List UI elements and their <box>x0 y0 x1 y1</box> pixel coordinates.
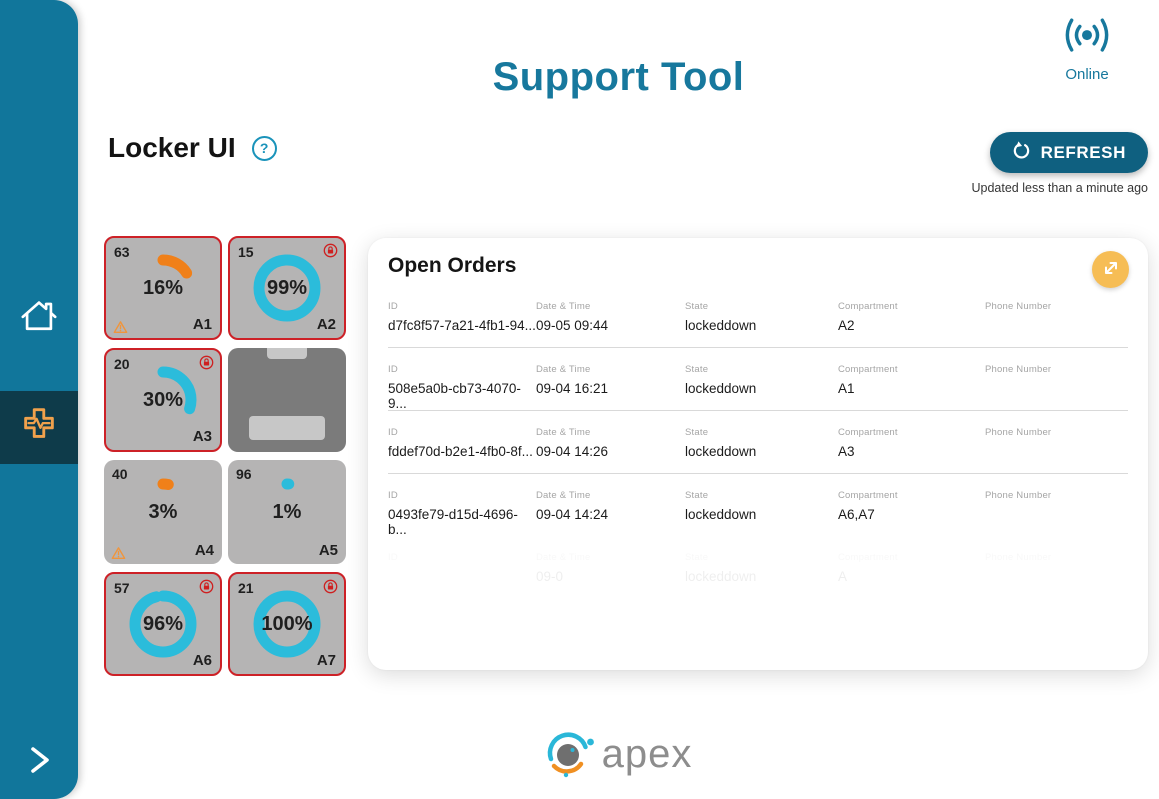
door-number: 15 <box>238 244 254 260</box>
compartment-label: A1 <box>192 316 212 333</box>
column-label-id: ID <box>388 301 398 312</box>
order-compartment: A1 <box>838 381 855 396</box>
door-number: 57 <box>114 580 130 596</box>
column-label-id: ID <box>388 427 398 438</box>
column-label-datetime: Date & Time <box>536 552 591 563</box>
column-label-id: ID <box>388 364 398 375</box>
locker-heading: Locker UI <box>108 132 236 163</box>
column-label-state: State <box>685 364 709 375</box>
locker-tile[interactable] <box>228 460 346 564</box>
fill-percent: 30% <box>142 388 184 411</box>
expand-icon <box>1102 259 1120 280</box>
sidebar-item-support[interactable] <box>0 391 78 464</box>
order-id: 508e5a0b-cb73-4070-9... <box>388 381 521 411</box>
home-icon <box>16 294 62 339</box>
sidebar-expand-button[interactable] <box>0 744 78 781</box>
sidebar-item-home[interactable] <box>0 294 78 339</box>
column-label-state: State <box>685 490 709 501</box>
column-label-id: ID <box>388 552 398 563</box>
refresh-icon <box>1012 141 1031 165</box>
column-label-state: State <box>685 552 709 563</box>
column-label-id: ID <box>388 490 398 501</box>
fill-percent: 100% <box>261 612 313 635</box>
brand-name: apex <box>601 732 693 776</box>
column-label-phone: Phone Number <box>985 301 1052 312</box>
help-icon[interactable]: ? <box>252 136 277 161</box>
order-row[interactable] <box>388 421 1128 474</box>
column-label-datetime: Date & Time <box>536 490 591 501</box>
warning-icon <box>113 320 128 334</box>
compartment-label: A5 <box>318 542 338 559</box>
compartment-label: A7 <box>316 652 336 669</box>
orders-rows <box>388 295 1128 608</box>
locker-tile[interactable] <box>104 460 222 564</box>
column-label-datetime: Date & Time <box>536 427 591 438</box>
connection-status <box>1025 14 1149 83</box>
order-row[interactable] <box>388 546 1128 598</box>
chevron-right-icon <box>24 744 54 781</box>
order-datetime: 09-05 09:44 <box>536 318 609 333</box>
order-state: lockeddown <box>685 381 757 396</box>
compartment-label: A4 <box>194 542 214 559</box>
refresh-button[interactable] <box>990 132 1148 173</box>
column-label-datetime: Date & Time <box>536 364 591 375</box>
order-compartment: A3 <box>838 444 855 459</box>
door-number: 96 <box>236 466 252 482</box>
order-id: d7fc8f57-7a21-4fb1-94... <box>388 318 536 333</box>
order-datetime: 09-04 14:24 <box>536 507 609 522</box>
refresh-label: REFRESH <box>1040 142 1126 162</box>
order-state: lockeddown <box>685 569 757 584</box>
order-row[interactable] <box>388 295 1128 348</box>
order-datetime: 09-04 16:21 <box>536 381 609 396</box>
sidebar <box>0 0 78 799</box>
column-label-compartment: Compartment <box>838 364 898 375</box>
orders-title: Open Orders <box>388 254 517 277</box>
order-compartment: A2 <box>838 318 855 333</box>
locker-screen-unit[interactable] <box>228 348 346 452</box>
open-orders-card <box>368 238 1148 670</box>
column-label-state: State <box>685 427 709 438</box>
footer <box>78 728 1159 785</box>
door-number: 20 <box>114 356 130 372</box>
order-id: fddef70d-b2e1-4fb0-8f... <box>388 444 533 459</box>
door-number: 63 <box>114 244 130 260</box>
column-label-datetime: Date & Time <box>536 301 591 312</box>
locker-tile[interactable] <box>228 572 346 676</box>
signal-icon <box>1060 47 1114 64</box>
order-row[interactable] <box>388 484 1128 536</box>
order-state: lockeddown <box>685 507 757 522</box>
order-state: lockeddown <box>685 318 757 333</box>
column-label-compartment: Compartment <box>838 490 898 501</box>
order-compartment: A <box>838 569 848 584</box>
locker-grid <box>104 236 346 676</box>
order-state: lockeddown <box>685 444 757 459</box>
order-datetime: 09-04 14:26 <box>536 444 609 459</box>
apex-logo-icon <box>545 728 597 785</box>
column-label-compartment: Compartment <box>838 301 898 312</box>
column-label-phone: Phone Number <box>985 490 1052 501</box>
compartment-label: A2 <box>316 316 336 333</box>
column-label-compartment: Compartment <box>838 552 898 563</box>
compartment-label: A3 <box>192 428 212 445</box>
status-label: Online <box>1065 66 1109 83</box>
compartment-label: A6 <box>192 652 212 669</box>
locker-tile[interactable] <box>228 236 346 340</box>
medical-cross-pulse-icon <box>16 404 62 451</box>
door-number: 21 <box>238 580 254 596</box>
locker-tile[interactable] <box>104 348 222 452</box>
fill-percent: 3% <box>148 500 178 523</box>
updated-status-text: Updated less than a minute ago <box>971 181 1148 195</box>
order-row[interactable] <box>388 358 1128 411</box>
column-label-state: State <box>685 301 709 312</box>
screen-notch <box>267 348 307 359</box>
column-label-phone: Phone Number <box>985 364 1052 375</box>
fill-percent: 1% <box>272 500 302 523</box>
warning-icon <box>111 546 126 560</box>
locker-tile[interactable] <box>104 572 222 676</box>
fill-percent: 16% <box>142 276 184 299</box>
order-compartment: A6,A7 <box>838 507 875 522</box>
screen-panel <box>249 416 325 440</box>
locker-section-header <box>108 132 277 164</box>
expand-orders-button[interactable] <box>1092 251 1129 288</box>
door-number: 40 <box>112 466 128 482</box>
page-title: Support Tool <box>492 54 745 99</box>
fill-percent: 96% <box>142 612 184 635</box>
locker-tile[interactable] <box>104 236 222 340</box>
fill-percent: 99% <box>266 276 308 299</box>
column-label-phone: Phone Number <box>985 552 1052 563</box>
column-label-phone: Phone Number <box>985 427 1052 438</box>
order-id: 0493fe79-d15d-4696-b... <box>388 507 518 537</box>
order-datetime: 09-0 <box>536 569 564 584</box>
column-label-compartment: Compartment <box>838 427 898 438</box>
